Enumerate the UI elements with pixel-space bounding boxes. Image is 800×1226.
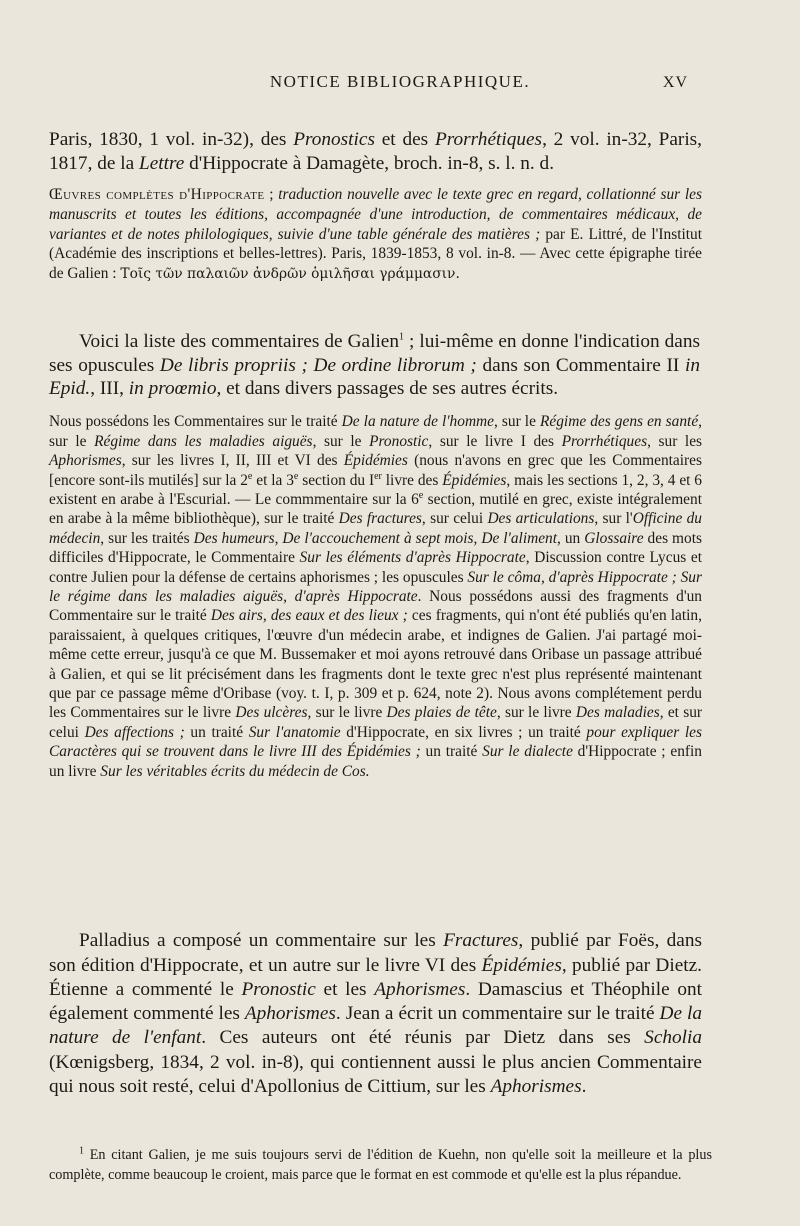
paragraph-other-commentators: Palladius a composé un commentaire sur les Fractures, publié par Foës, dans son édition d'Hippocrate, et un autre sur le livre VI des Épidémies, publié par Dietz. Étienne a commenté le Pronostic et les Aphorismes. Damascius et Théophile ont également commenté les Aphorismes. Jean a écrit un commentaire sur le traité De la nature de l'enfant. Ces auteurs ont été réunis par Dietz dans ses Scholia (Kœnigsberg, 1834, 2 vol. in-8), qui contiennent aussi le plus ancien Commentaire qui nous soit resté, celui d'Apollonius de Cittium, sur les Aphorismes. (49, 930, 703, 1098)
footnote: $^1$ En citant Galien, je me suis toujours servi de l'édition de Kuehn, non qu'elle soit la meilleure et la plus complète, comme beaucoup le croient, mais parce que le format en est commode et qu'elle est la plus répandue. (49, 1145, 712, 1183)
paragraph-galen-commentaries-intro: Voici la liste des commentaires de Galien$^1$ ; lui-même en donne l'indication dans ses opuscules De libris propriis ; De ordine librorum ; dans son Commentaire II in Epid., III, in proœmio, et dans divers passages de ses autres écrits. (49, 331, 700, 400)
paragraph-continued-bibliography: Paris, 1830, 1 vol. in-32), des Pronostics et des Prorrhétiques, 2 vol. in-32, Paris, 1817, de la Lettre d'Hippocrate à Damagète, broch. in-8, s. l. n. d. (49, 129, 703, 174)
footnote-mark: 1 (79, 1145, 84, 1157)
greek-epigraph: Τοῖς τῶν παλαιῶν ἀνδρῶν ὁμιλῆσαι γράμμασιν. (120, 265, 460, 282)
footnote-reference: 1 (399, 331, 404, 343)
running-header (0, 72, 800, 98)
running-title: NOTICE BIBLIOGRAPHIQUE. (269, 72, 531, 91)
paragraph-galen-commentaries-list: Nous possédons les Commentaires sur le traité De la nature de l'homme, sur le Régime des gens en santé, sur le Régime dans les maladies aiguës, sur le Pronostic, sur le livre I des Prorrhétiques, sur les Aphorismes, sur les livres I, II, III et VI des Épidémies (nous n'avons en grec que les Commentaires [encore sont-ils mutilés] sur la 2e et la 3e section du Ier livre des Épidémies, mais les sections 1, 2, 3, 4 et 6 existent en arabe à l'Escurial. — Le commmentaire sur la 6e section, mutilé en grec, existe intégralement en arabe à la même bibliothèque), sur le traité Des fractures, sur celui Des articulations, sur l'Officine du médecin, sur les traités Des humeurs, De l'accouchement à sept mois, De l'aliment, un Glossaire des mots difficiles d'Hippocrate, le Commentaire Sur les éléments d'après Hippocrate, Discussion contre Lycus et contre Julien pour la défense de certains aphorismes ; les opuscules Sur le côma, d'après Hippocrate ; Sur le régime dans les maladies aiguës, d'après Hippocrate. Nous possédons aussi des fragments d'un Commentaire sur le traité Des airs, des eaux et des lieux ; ces fragments, qui n'ont été publiés qu'en latin, paraissaient, à quelques critiques, l'œuvre d'un médecin arabe, et indignes de Galien. J'ai partagé moi-même cette erreur, jusqu'à ce que M. Bussemaker et moi ayons retrouvé dans Oribase un passage attribué à Galien, et qui se lit précisément dans les fragments dont le texte grec n'est plus représenté maintenant que par ce passage même d'Oribase (voy. t. I, p. 309 et p. 624, note 2). Nous avons complétement perdu les Commentaires sur le livre Des ulcères, sur le livre Des plaies de tête, sur le livre Des maladies, et sur celui Des affections ; un traité Sur l'anatomie d'Hippocrate, en six livres ; un traité pour expliquer les Caractères qui se trouvent dans le livre III des Épidémies ; un traité Sur le dialecte d'Hippocrate ; enfin un livre Sur les véritables écrits du médecin de Cos. (49, 413, 703, 780)
page-number: XV (662, 74, 688, 91)
paragraph-littre-edition: Œuvres complètes d'Hippocrate ; traduction nouvelle avec le texte grec en regard, collationné sur les manuscrits et toutes les éditions, accompagnée d'une introduction, de commentaires médicaux, de variantes et de notes philologiques, suivie d'une table générale des matières ; par E. Littré, de l'Institut (Académie des inscriptions et belles-lettres). Paris, 1839-1853, 8 vol. in-8. — Avec cette épigraphe tirée de Galien : Τοῖς τῶν παλαιῶν ἀνδρῶν ὁμιλῆσαι γράμμασιν. (49, 186, 702, 282)
